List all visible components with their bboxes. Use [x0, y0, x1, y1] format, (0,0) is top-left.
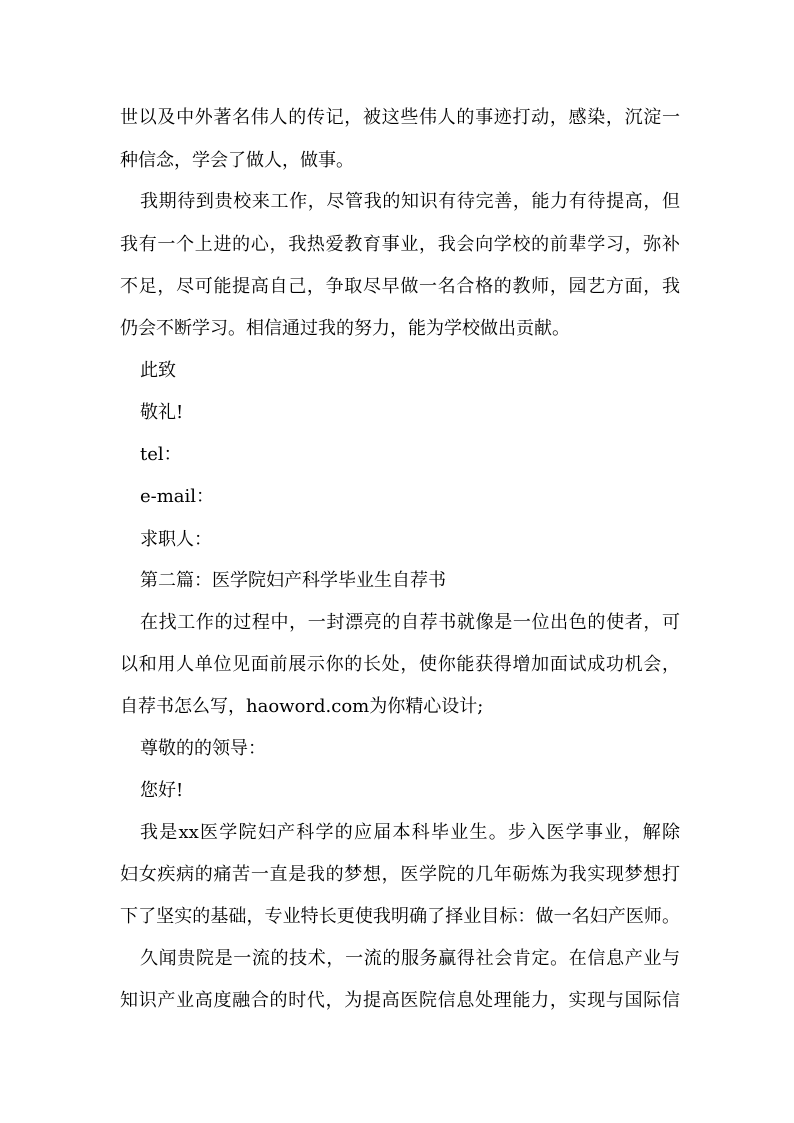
paragraph-start-line: 我是xx医学院妇产科学的应届本科毕业生。步入医学事业，解除: [140, 822, 680, 843]
paragraph-start-line: 久闻贵院是一流的技术，一流的服务赢得社会肯定。在信息产业与: [140, 948, 680, 969]
contact-email: e-mail：: [140, 486, 215, 507]
closing-regards: 敬礼!: [140, 402, 184, 423]
text-line: 下了坚实的基础，专业特长更使我明确了择业目标：做一名妇产医师。: [120, 906, 680, 927]
applicant-signature: 求职人：: [140, 529, 212, 550]
greeting-addressee: 尊敬的的领导：: [140, 738, 266, 759]
text-line: 不足，尽可能提高自己，争取尽早做一名合格的教师，园艺方面，我: [120, 276, 680, 297]
section-heading: 第二篇：医学院妇产科学毕业生自荐书: [140, 570, 446, 591]
text-line: 种信念，学会了做人，做事。: [120, 150, 354, 171]
closing-salutation: 此致: [140, 360, 176, 381]
text-line: 以和用人单位见面前展示你的长处，使你能获得增加面试成功机会，: [120, 654, 680, 675]
text-line: 妇女疾病的痛苦一直是我的梦想，医学院的几年砺炼为我实现梦想打: [120, 864, 680, 885]
paragraph-start-line: 我期待到贵校来工作，尽管我的知识有待完善，能力有待提高，但: [140, 191, 680, 212]
text-line: 知识产业高度融合的时代，为提高医院信息处理能力，实现与国际信: [120, 990, 680, 1011]
text-line: 我有一个上进的心，我热爱教育事业，我会向学校的前辈学习，弥补: [120, 234, 680, 255]
contact-tel: tel：: [140, 444, 182, 465]
paragraph-start-line: 在找工作的过程中，一封漂亮的自荐书就像是一位出色的使者，可: [140, 612, 680, 633]
text-line: 自荐书怎么写，haoword.com为你精心设计;: [120, 696, 484, 717]
text-line: 仍会不断学习。相信通过我的努力，能为学校做出贡献。: [120, 318, 570, 339]
text-line: 世以及中外著名伟人的传记，被这些伟人的事迹打动，感染，沉淀一: [120, 107, 680, 128]
greeting: 您好!: [140, 780, 184, 801]
